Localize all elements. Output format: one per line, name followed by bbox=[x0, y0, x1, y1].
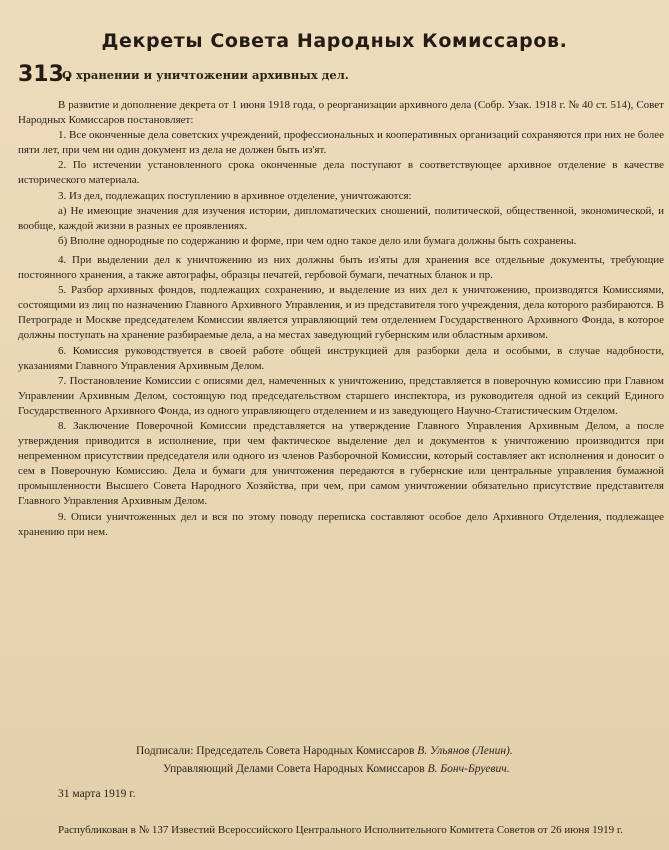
article-3-item-a: а) Не имеющие значения для изучения истории, дипломатических сношений, политической, общественной, экономической, и вообще, каждой жизни в разных ее проявлениях. bbox=[18, 204, 664, 232]
signature-chairman-name: В. Ульянов (Ленин). bbox=[417, 745, 513, 757]
signature-manager-name: В. Бонч-Бруевич. bbox=[427, 763, 510, 775]
article-3: 3. Из дел, подлежащих поступлению в архивное отделение, уничтожаются: bbox=[58, 189, 412, 202]
decree-title: О хранении и уничтожении архивных дел. bbox=[62, 68, 349, 82]
signature-manager-label: Управляющий Делами Совета Народных Комиссаров bbox=[163, 763, 425, 775]
decree-number: 313. bbox=[18, 62, 73, 87]
publication-note: Распубликован в № 137 Известий Всероссийского Центрального Исполнительного Комитета Советов от 26 июня 1919 г. bbox=[58, 824, 623, 836]
article-4: 4. При выделении дел к уничтожению из них должны быть из'яты для хранения все отдельные документы, требующие постоянного хранения, а также автографы, образцы печатей, гербовой бумаги, печатных бланок и пр. bbox=[18, 253, 664, 282]
article-5: 5. Разбор архивных фондов, подлежащих сохранению, и выделение из них дел к уничтожению, производятся Комиссиями, состоящими из лиц по назначению Главного Архивного Управления, и из представителя того учреждения, дела которого разбираются. В Петрограде и Москве председателем Комиссии является управляющий тем отделением Государственного Архивного Фонда, в которое должны поступать на хранение разбираемые дела, а на местах заведующий губернским или областным архивом. bbox=[18, 284, 664, 342]
article-3-item-b: б) Вполне однородные по содержанию и форме, при чем одно такое дело или бумага должны быть сохранены. bbox=[58, 234, 577, 247]
article-2: 2. По истечении установленного срока оконченные дела поступают в соответствующее архивное отделение в качестве исторического материала. bbox=[18, 159, 664, 187]
article-6: 6. Комиссия руководствуется в своей работе общей инструкцией для разборки дела и особыми, в случае надобности, указаниями Главного Управления Архивным Делом. bbox=[18, 344, 664, 372]
article-9: 9. Описи уничтоженных дел и вся по этому поводу переписка составляют особое дело Архивного Отделения, подлежащее хранению при нем. bbox=[18, 510, 664, 538]
article-1: 1. Все оконченные дела советских учреждений, профессиональных и кооперативных организаций сохраняются при них не более пяти лет, при чем ни один документ из дела не должен быть из'ят. bbox=[18, 129, 664, 157]
decree-date: 31 марта 1919 г. bbox=[58, 788, 136, 800]
decree-body bbox=[18, 98, 664, 540]
decree-header bbox=[18, 62, 658, 88]
article-7: 7. Постановление Комиссии с описями дел, намеченных к уничтожению, представляется в поверочную комиссию при Главном Управлении Архивным Делом, состоящую под председательством старшего инспектора, из руководителя одной из секций Единого Государственного Архивного Фонда, из одного управляющего отделением и из заведующего Научно-Статистическим Отделом. bbox=[18, 374, 664, 417]
signature-chairman-label: Подписали: Председатель Совета Народных Комиссаров bbox=[136, 745, 415, 757]
preamble-paragraph: В развитие и дополнение декрета от 1 июня 1918 года, о реорганизации архивного дела (Собр. Узак. 1918 г. № 40 ст. 514), Совет Народных Комиссаров постановляет: bbox=[18, 99, 664, 127]
signature-manager bbox=[18, 760, 664, 778]
signature-chairman bbox=[18, 742, 664, 760]
article-8: 8. Заключение Поверочной Комиссии представляется на утверждение Главного Управления Архивным Делом, а после утверждения приводится в исполнение, при чем фактическое выделение дел и документов к уничтожению производится при непременном присутствии председателя или одного из членов Разборочной Комиссии, который составляет акт исполнения и доносит о сем в Поверочную Комиссию. Дела и бумаги для уничтожения передаются в губернские или центральные управления бумажной промышленности Высшего Совета Народного Хозяйства, при чем, при самом уничтожении обязательно присутствие представителя Главного Управления Архивным Делом. bbox=[18, 419, 664, 508]
signatures-block bbox=[18, 742, 664, 778]
page-title: Декреты Совета Народных Комиссаров. bbox=[101, 30, 568, 52]
